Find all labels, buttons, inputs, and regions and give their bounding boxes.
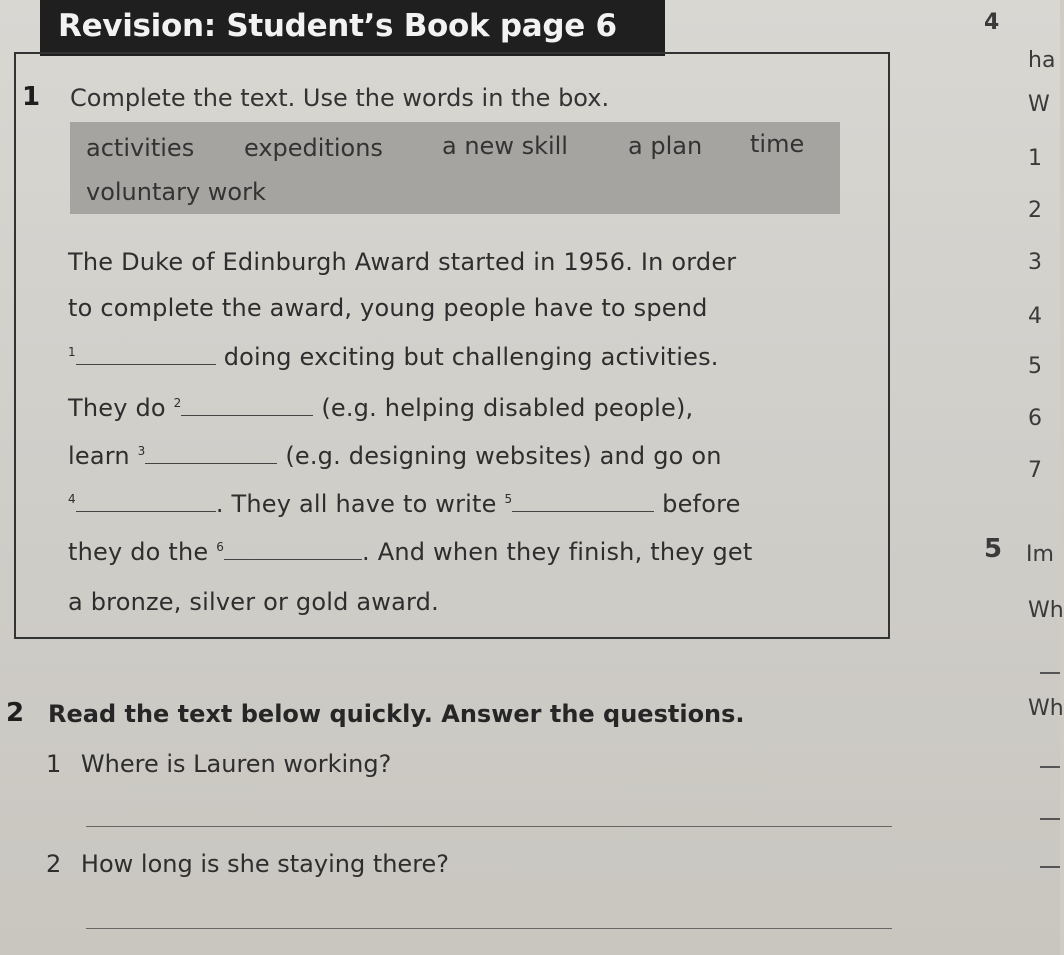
gap-5-blank[interactable] <box>512 493 654 512</box>
text-segment: (e.g. designing websites) and go on <box>285 442 722 470</box>
answer-line-2[interactable] <box>86 928 892 929</box>
right-answer-line <box>1040 866 1060 868</box>
text-line: a bronze, silver or gold award. <box>68 588 439 616</box>
right-item-number: 6 <box>1028 406 1042 431</box>
question-1 <box>46 750 391 778</box>
gap-1-blank[interactable] <box>76 346 216 365</box>
text-line: to complete the award, young people have to spend <box>68 294 708 322</box>
question-2 <box>46 850 449 878</box>
question-number: 1 <box>46 750 62 778</box>
text-segment: (e.g. helping disabled people), <box>321 394 694 422</box>
exercise5-number: 5 <box>984 534 1003 564</box>
text-line <box>68 490 741 518</box>
gap-3-blank[interactable] <box>145 445 277 464</box>
word-box-item: a new skill <box>442 132 568 160</box>
right-answer-line <box>1040 766 1060 768</box>
answer-line-1[interactable] <box>86 826 892 827</box>
text-segment: . They all have to write <box>215 490 497 518</box>
exercise1-number: 1 <box>22 82 41 112</box>
text-segment: they do the <box>68 538 209 566</box>
gap-2-blank[interactable] <box>181 397 313 416</box>
question-text: How long is she staying there? <box>80 850 450 878</box>
text-segment: doing exciting but challenging activities. <box>223 343 719 371</box>
gap-number: 5 <box>504 492 513 506</box>
right-fragment: Im <box>1026 542 1054 567</box>
text-segment: . And when they finish, they get <box>362 538 753 566</box>
text-line <box>68 343 719 371</box>
text-line <box>68 442 722 470</box>
word-box-item: a plan <box>628 132 703 160</box>
exercise2-number: 2 <box>6 698 25 728</box>
right-item-number: 4 <box>1028 304 1042 329</box>
text-line: The Duke of Edinburgh Award started in 1956. In order <box>68 248 737 276</box>
question-number: 2 <box>46 850 62 878</box>
text-segment: before <box>662 490 741 518</box>
text-line <box>68 538 752 566</box>
text-segment: They do <box>68 394 166 422</box>
text-segment: learn <box>68 442 130 470</box>
right-answer-line <box>1040 818 1060 820</box>
right-fragment: Wh <box>1028 598 1064 623</box>
gap-number: 4 <box>68 492 76 506</box>
gap-number: 1 <box>68 345 76 359</box>
exercise1-instruction: Complete the text. Use the words in the box. <box>70 84 610 112</box>
right-item-number: 2 <box>1028 198 1042 223</box>
gap-4-blank[interactable] <box>76 493 216 512</box>
gap-6-blank[interactable] <box>224 541 362 560</box>
word-box-item: time <box>750 130 805 158</box>
right-item-number: 7 <box>1028 458 1042 483</box>
right-fragment: W <box>1028 92 1050 117</box>
text-line <box>68 394 693 422</box>
word-box-item: expeditions <box>244 134 383 162</box>
exercise4-number: 4 <box>984 10 1000 35</box>
page-title: Revision: Student’s Book page 6 <box>58 8 617 44</box>
word-box-item: activities <box>86 134 195 162</box>
right-item-number: 3 <box>1028 250 1042 275</box>
right-fragment: ha <box>1028 48 1056 73</box>
right-fragment: Wh <box>1028 696 1064 721</box>
right-item-number: 5 <box>1028 354 1042 379</box>
question-text: Where is Lauren working? <box>80 750 392 778</box>
gap-number: 6 <box>216 540 225 554</box>
right-item-number: 1 <box>1028 146 1042 171</box>
word-box-item: voluntary work <box>86 178 266 206</box>
exercise2-instruction: Read the text below quickly. Answer the questions. <box>48 700 745 728</box>
right-answer-line <box>1040 672 1060 674</box>
gap-number: 2 <box>173 396 182 410</box>
gap-number: 3 <box>137 444 146 458</box>
